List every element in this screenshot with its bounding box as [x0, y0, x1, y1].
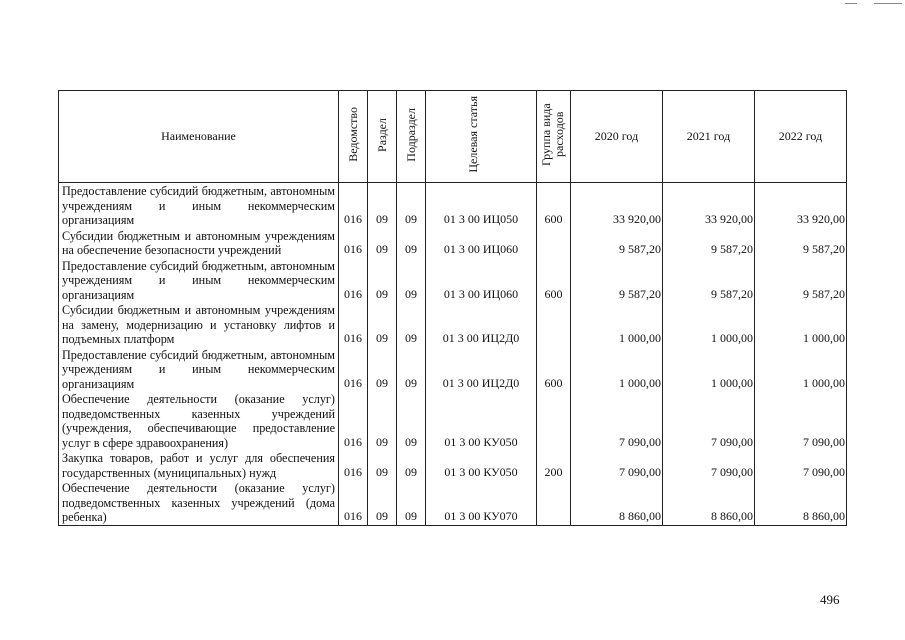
row-vedomstvo: 016	[339, 347, 368, 392]
row-gruppa	[537, 391, 571, 450]
top-dash-line	[874, 3, 902, 4]
row-2021: 7 090,00	[663, 450, 755, 480]
row-2020: 33 920,00	[571, 183, 663, 228]
table-header-row	[59, 91, 847, 183]
row-razdel: 09	[368, 228, 397, 258]
table-row	[59, 450, 847, 480]
row-gruppa	[537, 302, 571, 347]
row-2021: 1 000,00	[663, 347, 755, 392]
row-razdel: 09	[368, 302, 397, 347]
row-razdel: 09	[368, 450, 397, 480]
row-2020: 7 090,00	[571, 450, 663, 480]
row-2021: 33 920,00	[663, 183, 755, 228]
row-razdel: 09	[368, 258, 397, 303]
row-2022: 8 860,00	[755, 480, 847, 525]
row-name: Предоставление субсидий бюджетным, автономным учреждениям и иным некоммерческим организациям	[59, 258, 339, 303]
row-2022: 33 920,00	[755, 183, 847, 228]
table-row	[59, 480, 847, 525]
row-celevaya: 01 3 00 КУ070	[426, 480, 537, 525]
header-2021: 2021 год	[663, 91, 755, 183]
row-2020: 8 860,00	[571, 480, 663, 525]
row-2020: 1 000,00	[571, 302, 663, 347]
row-2022: 9 587,20	[755, 228, 847, 258]
header-celevaya: Целевая статья	[426, 91, 537, 183]
row-vedomstvo: 016	[339, 450, 368, 480]
table-row	[59, 228, 847, 258]
table-row	[59, 391, 847, 450]
row-2021: 8 860,00	[663, 480, 755, 525]
row-podrazdel: 09	[397, 347, 426, 392]
header-podrazdel: Подраздел	[397, 91, 426, 183]
row-name: Предоставление субсидий бюджетным, автономным учреждениям и иным некоммерческим организациям	[59, 183, 339, 228]
row-celevaya: 01 3 00 КУ050	[426, 450, 537, 480]
row-gruppa: 600	[537, 347, 571, 392]
row-2022: 7 090,00	[755, 450, 847, 480]
row-2021: 9 587,20	[663, 258, 755, 303]
row-vedomstvo: 016	[339, 391, 368, 450]
row-podrazdel: 09	[397, 228, 426, 258]
row-name: Субсидии бюджетным и автономным учреждениям на замену, модернизацию и установку лифтов и подъемных платформ	[59, 302, 339, 347]
table-row	[59, 258, 847, 303]
row-name: Обеспечение деятельности (оказание услуг) подведомственных казенных учреждений (дома ребенка)	[59, 480, 339, 525]
row-celevaya: 01 3 00 ИЦ060	[426, 228, 537, 258]
budget-table-wrap	[58, 90, 847, 526]
row-vedomstvo: 016	[339, 228, 368, 258]
row-razdel: 09	[368, 347, 397, 392]
row-podrazdel: 09	[397, 450, 426, 480]
row-name: Закупка товаров, работ и услуг для обеспечения государственных (муниципальных) нужд	[59, 450, 339, 480]
row-celevaya: 01 3 00 ИЦ2Д0	[426, 302, 537, 347]
row-2021: 7 090,00	[663, 391, 755, 450]
budget-table	[58, 90, 847, 526]
row-2020: 9 587,20	[571, 258, 663, 303]
row-celevaya: 01 3 00 ИЦ2Д0	[426, 347, 537, 392]
row-2022: 9 587,20	[755, 258, 847, 303]
top-dash-marks	[845, 3, 857, 4]
row-razdel: 09	[368, 480, 397, 525]
page-number: 496	[820, 592, 840, 607]
row-celevaya: 01 3 00 КУ050	[426, 391, 537, 450]
header-vedomstvo: Ведомство	[339, 91, 368, 183]
row-podrazdel: 09	[397, 183, 426, 228]
row-2022: 1 000,00	[755, 347, 847, 392]
row-vedomstvo: 016	[339, 258, 368, 303]
row-podrazdel: 09	[397, 480, 426, 525]
row-gruppa	[537, 228, 571, 258]
row-name: Предоставление субсидий бюджетным, автономным учреждениям и иным некоммерческим организациям	[59, 347, 339, 392]
table-row	[59, 347, 847, 392]
header-gruppa: Группа вида расходов	[537, 91, 571, 183]
row-name: Субсидии бюджетным и автономным учреждениям на обеспечение безопасности учреждений	[59, 228, 339, 258]
row-2022: 1 000,00	[755, 302, 847, 347]
row-podrazdel: 09	[397, 302, 426, 347]
row-2021: 1 000,00	[663, 302, 755, 347]
row-razdel: 09	[368, 391, 397, 450]
row-gruppa: 200	[537, 450, 571, 480]
row-gruppa: 600	[537, 183, 571, 228]
row-gruppa	[537, 480, 571, 525]
header-2020: 2020 год	[571, 91, 663, 183]
header-razdel: Раздел	[368, 91, 397, 183]
row-vedomstvo: 016	[339, 183, 368, 228]
row-gruppa: 600	[537, 258, 571, 303]
header-2022: 2022 год	[755, 91, 847, 183]
row-2020: 1 000,00	[571, 347, 663, 392]
row-podrazdel: 09	[397, 258, 426, 303]
row-podrazdel: 09	[397, 391, 426, 450]
row-2021: 9 587,20	[663, 228, 755, 258]
table-row	[59, 183, 847, 228]
row-name: Обеспечение деятельности (оказание услуг) подведомственных казенных учреждений (учреждения, обеспечивающие предоставление услуг в сфере здравоохранения)	[59, 391, 339, 450]
row-vedomstvo: 016	[339, 302, 368, 347]
row-2020: 7 090,00	[571, 391, 663, 450]
table-row	[59, 302, 847, 347]
row-2020: 9 587,20	[571, 228, 663, 258]
header-name: Наименование	[59, 91, 339, 183]
row-celevaya: 01 3 00 ИЦ050	[426, 183, 537, 228]
row-razdel: 09	[368, 183, 397, 228]
row-vedomstvo: 016	[339, 480, 368, 525]
row-2022: 7 090,00	[755, 391, 847, 450]
row-celevaya: 01 3 00 ИЦ060	[426, 258, 537, 303]
